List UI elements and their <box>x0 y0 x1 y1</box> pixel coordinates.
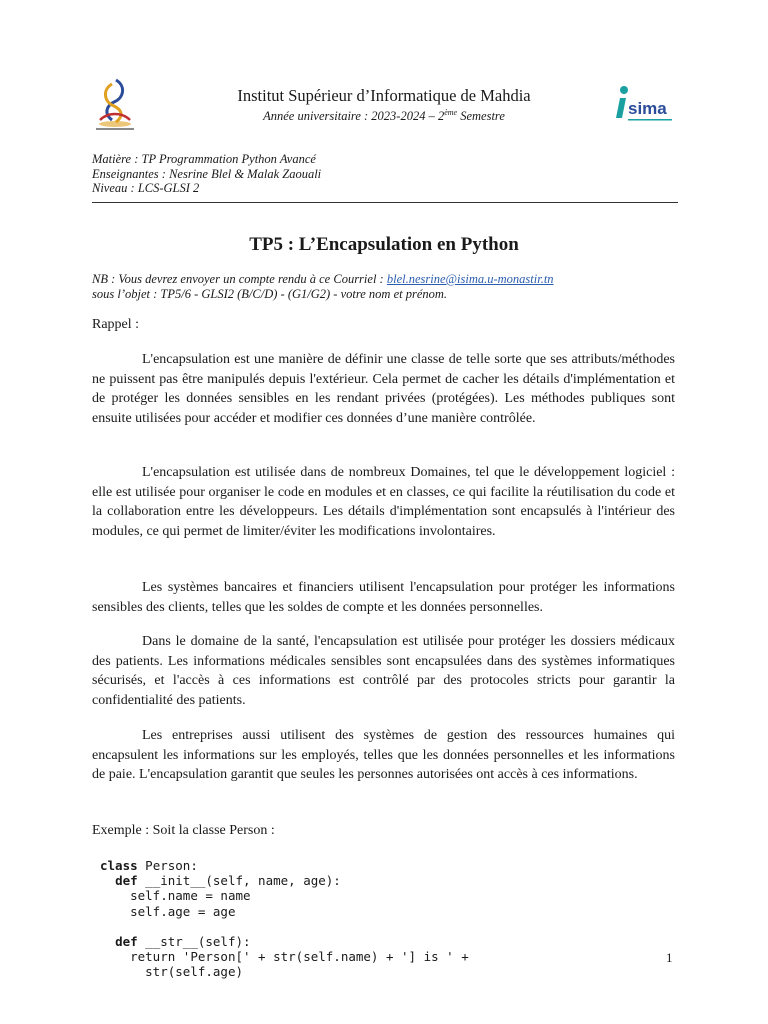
nb-note: NB : Vous devrez envoyer un compte rendu à ce Courriel : blel.nesrine@isima.u-monastir.tn sous l’objet : TP5/6 - GLSI2 (B/C/D) - (G1/G2) - votre nom et prénom. <box>92 272 554 301</box>
paragraph: L'encapsulation est une manière de définir une classe de telle sorte que ses attributs/méthodes ne puissent pas être manipulés depuis l'extérieur. Cela permet de cacher les détails d'implémentation et de protéger les données sensibles en les rendant privées (protégées). Les méthodes publiques sont ensuite utilisées pour accéder et modifier ces données d’une manière contrôlée. <box>92 352 675 426</box>
email-link[interactable]: blel.nesrine@isima.u-monastir.tn <box>386 272 554 286</box>
paragraph: Les systèmes bancaires et financiers utilisent l'encapsulation pour protéger les informations sensibles des clients, telles que les soldes de compte et les données personnelles. <box>92 580 675 615</box>
example-label: Exemple : Soit la classe Person : <box>92 823 275 838</box>
code-block: class Person: def __init__(self, name, age): self.name = name self.age = age def __str__(self): return 'Person[' + str(self.name) + '] is ' + str(self.age) <box>100 858 469 980</box>
svg-text:sima: sima <box>628 99 667 118</box>
institute-title: Institut Supérieur d’Informatique de Mahdia <box>237 86 531 105</box>
academic-year: Année universitaire : 2023-2024 – 2ème Semestre <box>263 108 505 124</box>
paragraph: Dans le domaine de la santé, l'encapsulation est utilisée pour protéger les dossiers médicaux des patients. Les informations médicales sensibles sont encapsulées dans des systèmes informatiques sécurisés, et l'accès à ces informations est contrôlé par des protocoles stricts pour garantir la confidentialité des patients. <box>92 634 675 708</box>
header-divider <box>92 202 678 203</box>
course-teachers: Enseignantes : Nesrine Blel & Malak Zaouali <box>92 166 322 181</box>
institute-logo <box>82 76 146 136</box>
paragraph: Les entreprises aussi utilisent des systèmes de gestion des ressources humaines qui encapsulent les informations sur les employés, telles que les données personnelles et les informations de paie. L'encapsulation garantit que seules les personnes autorisées ont accès à ces informations. <box>92 728 675 782</box>
page-number: 1 <box>666 950 673 965</box>
paragraph: L'encapsulation est utilisée dans de nombreux Domaines, tel que le développement logiciel : elle est utilisée pour organiser le code en modules et en classes, ce qui facilite la réutilisation du code et la collaboration entre les développeurs. Les détails d'implémentation sont encapsulés à l'intérieur des modules, ce qui permet de limiter/éviter les modifications involontaires. <box>92 465 675 539</box>
course-level: Niveau : LCS-GLSI 2 <box>92 181 200 195</box>
document-title: TP5 : L’Encapsulation en Python <box>249 234 519 255</box>
course-info <box>92 152 321 196</box>
course-subject: Matière : TP Programmation Python Avancé <box>92 152 316 166</box>
rappel-heading: Rappel : <box>92 317 140 332</box>
